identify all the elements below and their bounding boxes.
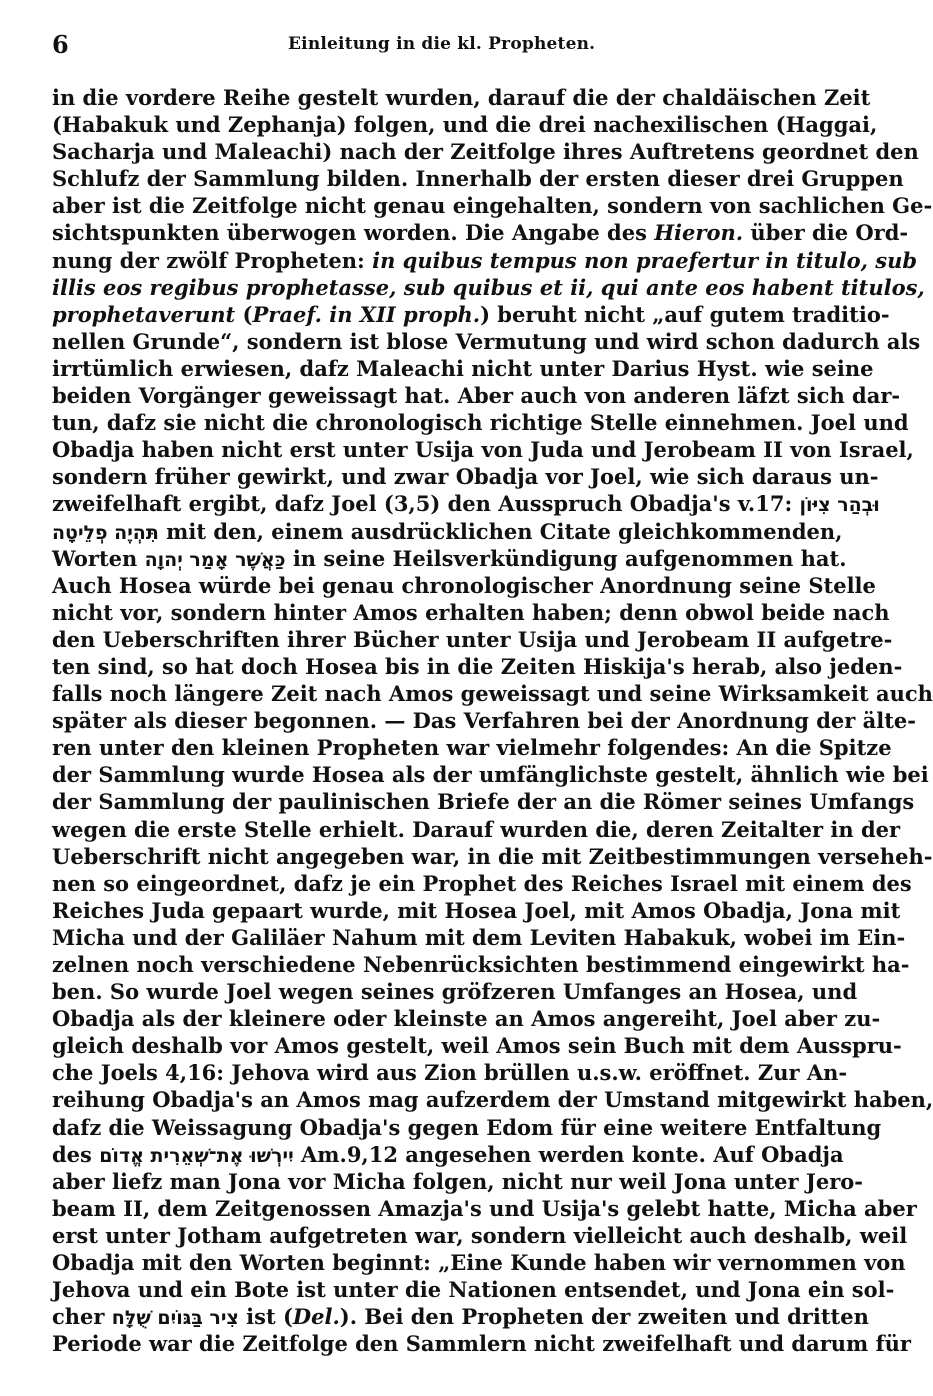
line-text: der Sammlung wurde Hosea als der umfänglichste gestelt, ähnlich wie bei <box>52 762 929 788</box>
text-line <box>52 788 915 815</box>
line-text: Sacharja und Maleachi) nach der Zeitfolge ihres Auftretens geordnet den <box>52 139 919 165</box>
text-line <box>52 111 878 138</box>
text-line <box>52 761 929 788</box>
text-line <box>52 409 909 436</box>
text-line <box>52 1276 895 1303</box>
text-line <box>52 1330 911 1357</box>
line-text: nellen Grunde“, sondern ist blose Vermutung und wird schon dadurch als <box>52 328 921 354</box>
line-text: ren unter den kleinen Propheten war vielmehr folgendes: An die Spitze <box>52 735 892 761</box>
text-line <box>52 165 904 192</box>
line-text: der Sammlung der paulinischen Briefe der an die Römer seines Umfangs <box>52 789 915 815</box>
text-line <box>52 707 916 734</box>
line-text: ( <box>235 301 253 327</box>
line-text: aber ist die Zeitfolge nicht genau eingehalten, sondern von sachlichen Ge- <box>52 193 933 219</box>
line-text: che Joels 4,16: Jehova wird aus Zion brüllen u.s.w. eröffnet. Zur An- <box>52 1060 848 1086</box>
line-text: ten sind, so hat doch Hosea bis in die Zeiten Hiskija's herab, also jeden- <box>52 653 903 679</box>
italic-text: in quibus tempus non praefertur in titulo, sub <box>372 247 918 273</box>
body-text <box>52 84 933 1357</box>
text-line <box>52 382 901 409</box>
italic-text: Hieron. <box>654 220 744 246</box>
italic-text: Del. <box>292 1304 340 1330</box>
line-text: Micha und der Galiläer Nahum mit dem Leviten Habakuk, wobei im Ein- <box>52 924 906 950</box>
text-line <box>52 734 892 761</box>
line-text: wegen die erste Stelle erhielt. Darauf wurden die, deren Zeitalter in der <box>52 816 901 842</box>
text-line <box>52 816 901 843</box>
line-text: sichtspunkten überwogen worden. Die Angabe des <box>52 220 655 246</box>
hebrew-text: וּבְהַר צִיּוֹן <box>799 494 880 517</box>
text-line <box>52 572 876 599</box>
line-text: ). Bei den Propheten der zweiten und dritten <box>339 1304 869 1330</box>
page-number: 6 <box>52 30 69 59</box>
text-line <box>52 1005 881 1032</box>
line-text: zweifelhaft ergibt, dafz Joel (3,5) den Ausspruch Obadja's v.17: <box>52 491 800 517</box>
line-text: Obadja mit den Worten beginnt: „Eine Kunde haben wir vernommen von <box>52 1250 906 1276</box>
text-line <box>52 680 933 707</box>
line-text: Auch Hosea würde bei genau chronologischer Anordnung seine Stelle <box>52 572 876 598</box>
line-text: beam II, dem Zeitgenossen Amazja's und Usija's gelebt hatte, Micha aber <box>52 1195 917 1221</box>
line-text: in seine Heilsverkündigung aufgenommen hat. <box>285 545 847 571</box>
text-line <box>52 653 903 680</box>
text-line <box>52 897 901 924</box>
italic-text: Praef. in XII proph. <box>252 301 481 327</box>
line-text: ist ( <box>238 1304 293 1330</box>
hebrew-text: יִירְשׁוּ אֶת־שְׁאֵרִית אֱדוֹם <box>99 1144 294 1167</box>
text-line <box>52 84 871 111</box>
hebrew-text: כַּאֲשֶׁר אָמַר יְהוָה <box>144 548 286 571</box>
italic-text: prophetaverunt <box>52 301 236 327</box>
text-line <box>52 843 933 870</box>
text-line <box>52 1059 848 1086</box>
line-text: aber liefz man Jona vor Micha folgen, nicht nur weil Jona unter Jero- <box>52 1168 863 1194</box>
line-text: cher <box>52 1304 112 1330</box>
line-text: Ueberschrift nicht angegeben war, in die mit Zeitbestimmungen verseheh- <box>52 843 933 869</box>
running-title: Einleitung in die kl. Propheten. <box>288 34 596 54</box>
line-text: sondern früher gewirkt, und zwar Obadja vor Joel, wie sich daraus un- <box>52 464 879 490</box>
text-line <box>52 1303 869 1330</box>
line-text: mit den, einem ausdrücklichen Citate gleichkommenden, <box>158 518 843 544</box>
italic-text: illis eos regibus prophetasse, sub quibus et ii, qui ante eos habent titulos, <box>52 274 925 300</box>
line-text: falls noch längere Zeit nach Amos geweissagt und seine Wirksamkeit auch <box>52 681 933 707</box>
text-line <box>52 545 847 572</box>
line-text: Obadja als der kleinere oder kleinste an Amos angereiht, Joel aber zu- <box>52 1006 881 1032</box>
line-text: Reiches Juda gepaart wurde, mit Hosea Joel, mit Amos Obadja, Jona mit <box>52 897 901 923</box>
text-line <box>52 1114 882 1141</box>
text-line <box>52 301 890 328</box>
line-text: Schlufz der Sammlung bilden. Innerhalb der ersten dieser drei Gruppen <box>52 166 904 192</box>
text-line <box>52 1249 906 1276</box>
text-line <box>52 1222 908 1249</box>
text-line <box>52 328 921 355</box>
text-line <box>52 978 858 1005</box>
text-line <box>52 463 879 490</box>
line-text: Periode war die Zeitfolge den Sammlern nicht zweifelhaft und darum für <box>52 1331 911 1357</box>
text-line <box>52 219 909 246</box>
hebrew-text: צִיר בַּגּוֹיִם שֻׁלָּח <box>111 1307 239 1330</box>
text-line <box>52 274 925 301</box>
text-line <box>52 951 910 978</box>
line-text: ben. So wurde Joel wegen seines gröfzeren Umfanges an Hosea, und <box>52 979 858 1005</box>
text-line <box>52 924 906 951</box>
line-text: gleich deshalb vor Amos gestelt, weil Amos sein Buch mit dem Ausspru- <box>52 1033 902 1059</box>
line-text: des <box>52 1141 100 1167</box>
text-line <box>52 518 843 545</box>
line-text: irrtümlich erwiesen, dafz Maleachi nicht unter Darius Hyst. wie seine <box>52 355 874 381</box>
text-line <box>52 626 893 653</box>
line-text: Jehova und ein Bote ist unter die Nationen entsendet, und Jona ein sol- <box>52 1277 895 1303</box>
text-line <box>52 138 919 165</box>
line-text: erst unter Jotham aufgetreten war, sondern vielleicht auch deshalb, weil <box>52 1222 908 1248</box>
line-text: zelnen noch verschiedene Nebenrücksichten bestimmend eingewirkt ha- <box>52 952 910 977</box>
line-text: beiden Vorgänger geweissagt hat. Aber auch von anderen läfzt sich dar- <box>52 383 901 409</box>
line-text: (Habakuk und Zephanja) folgen, und die drei nachexilischen (Haggai, <box>52 112 878 138</box>
line-text: nung der zwölf Propheten: <box>52 247 373 273</box>
line-text: Am.9,12 angesehen werden konte. Auf Obadja <box>293 1141 844 1167</box>
line-text: reihung Obadja's an Amos mag aufzerdem der Umstand mitgewirkt haben, <box>52 1087 933 1113</box>
line-text: Worten <box>52 545 145 571</box>
text-line <box>52 355 874 382</box>
line-text: in die vordere Reihe gestelt wurden, darauf die der chaldäischen Zeit <box>52 85 871 110</box>
line-text: später als dieser begonnen. — Das Verfahren bei der Anordnung der älte- <box>52 708 916 734</box>
text-line <box>52 490 880 517</box>
text-line <box>52 247 918 274</box>
text-line <box>52 1168 863 1195</box>
line-text: tun, dafz sie nicht die chronologisch richtige Stelle einnehmen. Joel und <box>52 410 909 436</box>
line-text: über die Ord- <box>743 220 909 246</box>
page-header <box>52 30 832 60</box>
text-line <box>52 436 914 463</box>
line-text: nen so eingeordnet, dafz je ein Prophet des Reiches Israel mit einem des <box>52 870 912 896</box>
text-line <box>52 1086 933 1113</box>
text-line <box>52 599 890 626</box>
line-text: dafz die Weissagung Obadja's gegen Edom für eine weitere Entfaltung <box>52 1114 882 1140</box>
text-line <box>52 192 933 219</box>
line-text: ) beruht nicht „auf gutem traditio- <box>480 301 890 327</box>
line-text: Obadja haben nicht erst unter Usija von Juda und Jerobeam II von Israel, <box>52 437 914 463</box>
line-text: nicht vor, sondern hinter Amos erhalten haben; denn obwol beide nach <box>52 599 890 625</box>
text-line <box>52 1141 844 1168</box>
text-line <box>52 870 912 897</box>
text-line <box>52 1032 902 1059</box>
hebrew-text: תִּהְיֶה פְלֵיטָה <box>52 521 159 544</box>
text-line <box>52 1195 917 1222</box>
line-text: den Ueberschriften ihrer Bücher unter Usija und Jerobeam II aufgetre- <box>52 626 893 652</box>
